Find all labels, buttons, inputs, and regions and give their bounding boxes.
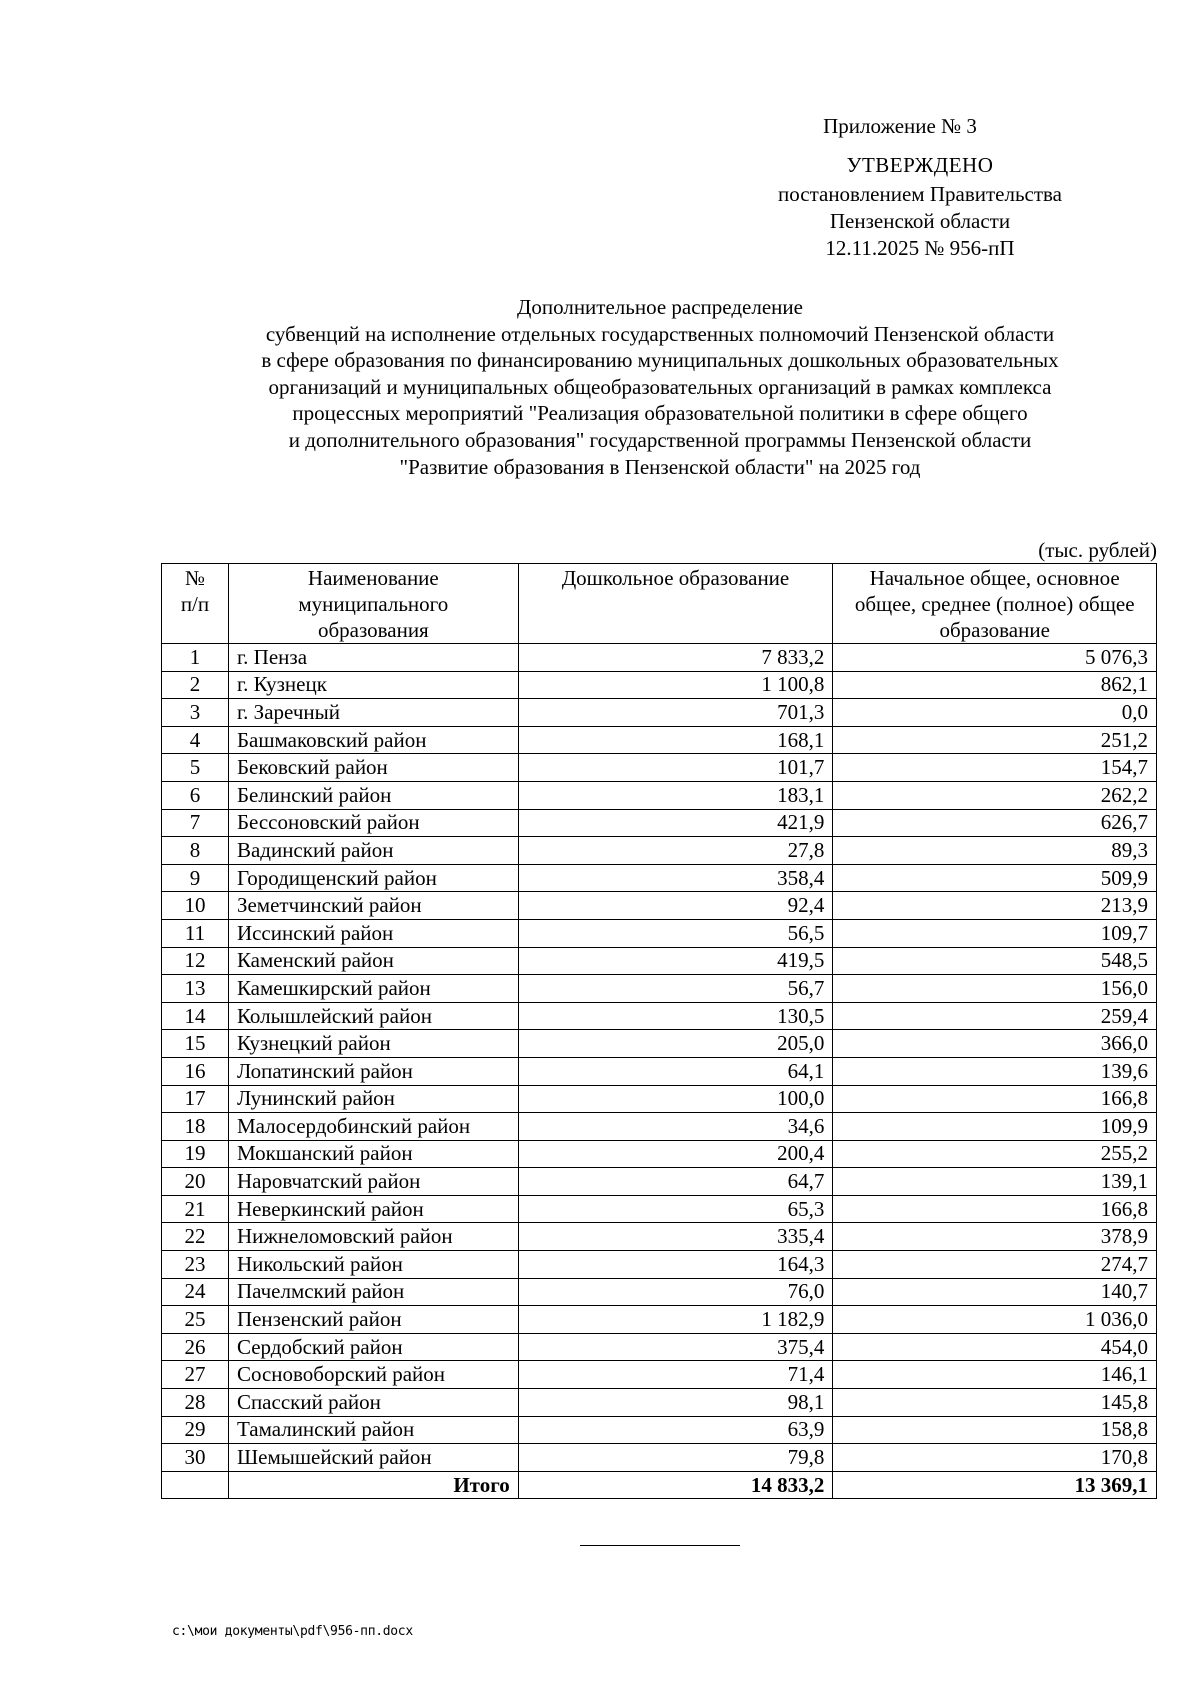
table-row [162, 699, 1157, 727]
row-number: 9 [162, 864, 229, 892]
row-municipality: Сосновоборский район [228, 1361, 518, 1389]
total-preschool: 14 833,2 [518, 1471, 833, 1499]
row-preschool: 375,4 [518, 1333, 833, 1361]
row-general: 1 036,0 [833, 1306, 1157, 1334]
row-general: 170,8 [833, 1444, 1157, 1472]
total-label: Итого [228, 1471, 518, 1499]
row-general: 213,9 [833, 892, 1157, 920]
row-general: 154,7 [833, 754, 1157, 782]
table-row [162, 1057, 1157, 1085]
row-municipality: Малосердобинский район [228, 1113, 518, 1141]
row-municipality: Пачелмский район [228, 1278, 518, 1306]
title-line: "Развитие образования в Пензенской области" на 2025 год [399, 454, 921, 479]
table-row [162, 919, 1157, 947]
table-row [162, 809, 1157, 837]
row-general: 140,7 [833, 1278, 1157, 1306]
table-row [162, 1444, 1157, 1472]
row-number: 26 [162, 1333, 229, 1361]
table-row [162, 1333, 1157, 1361]
row-municipality: Никольский район [228, 1251, 518, 1279]
row-municipality: Бековский район [228, 754, 518, 782]
header-general-line: образование [939, 618, 1050, 642]
table-row [162, 1361, 1157, 1389]
row-number: 2 [162, 671, 229, 699]
header-general-education [833, 564, 1157, 644]
header-general-line: Начальное общее, основное [869, 566, 1120, 590]
distribution-table [161, 563, 1157, 1499]
row-number: 20 [162, 1168, 229, 1196]
row-municipality: Пензенский район [228, 1306, 518, 1334]
row-general: 156,0 [833, 975, 1157, 1003]
footer-file-path: c:\мои документы\pdf\956-пп.docx [172, 1624, 413, 1639]
row-preschool: 79,8 [518, 1444, 833, 1472]
closing-divider [580, 1545, 740, 1546]
row-municipality: Наровчатский район [228, 1168, 518, 1196]
row-number: 27 [162, 1361, 229, 1389]
table-row [162, 1168, 1157, 1196]
row-preschool: 101,7 [518, 754, 833, 782]
approval-line: Пензенской области [829, 209, 1011, 233]
header-preschool: Дошкольное образование [518, 564, 833, 644]
row-municipality: Сердобский район [228, 1333, 518, 1361]
row-municipality: Тамалинский район [228, 1416, 518, 1444]
row-preschool: 64,7 [518, 1168, 833, 1196]
row-general: 378,9 [833, 1223, 1157, 1251]
row-preschool: 65,3 [518, 1195, 833, 1223]
row-municipality: Шемышейский район [228, 1444, 518, 1472]
total-general: 13 369,1 [833, 1471, 1157, 1499]
row-number: 8 [162, 837, 229, 865]
title-line: в сфере образования по финансированию муниципальных дошкольных образовательных [261, 348, 1059, 373]
table-body [162, 644, 1157, 1472]
table-row [162, 1306, 1157, 1334]
row-number: 11 [162, 919, 229, 947]
row-general: 146,1 [833, 1361, 1157, 1389]
row-general: 548,5 [833, 947, 1157, 975]
row-number: 23 [162, 1251, 229, 1279]
table-row [162, 975, 1157, 1003]
row-number: 5 [162, 754, 229, 782]
row-general: 366,0 [833, 1030, 1157, 1058]
table-row [162, 1030, 1157, 1058]
row-number: 4 [162, 726, 229, 754]
table-row [162, 1278, 1157, 1306]
row-preschool: 64,1 [518, 1057, 833, 1085]
row-preschool: 335,4 [518, 1223, 833, 1251]
row-municipality: Спасский район [228, 1389, 518, 1417]
row-preschool: 27,8 [518, 837, 833, 865]
row-preschool: 205,0 [518, 1030, 833, 1058]
row-preschool: 34,6 [518, 1113, 833, 1141]
row-number: 30 [162, 1444, 229, 1472]
row-number: 24 [162, 1278, 229, 1306]
title-line: субвенций на исполнение отдельных государственных полномочий Пензенской области [265, 321, 1055, 346]
row-municipality: Каменский район [228, 947, 518, 975]
header-number-line: № [184, 566, 205, 590]
row-preschool: 98,1 [518, 1389, 833, 1417]
row-municipality: Кузнецкий район [228, 1030, 518, 1058]
row-general: 109,7 [833, 919, 1157, 947]
row-general: 251,2 [833, 726, 1157, 754]
row-municipality: г. Кузнецк [228, 671, 518, 699]
row-number: 6 [162, 781, 229, 809]
row-municipality: Башмаковский район [228, 726, 518, 754]
row-general: 139,1 [833, 1168, 1157, 1196]
row-preschool: 1 182,9 [518, 1306, 833, 1334]
row-number: 15 [162, 1030, 229, 1058]
row-preschool: 76,0 [518, 1278, 833, 1306]
row-municipality: Иссинский район [228, 919, 518, 947]
table-row [162, 1251, 1157, 1279]
header-number-line: п/п [180, 592, 210, 616]
row-preschool: 71,4 [518, 1361, 833, 1389]
row-number: 3 [162, 699, 229, 727]
row-municipality: Лунинский район [228, 1085, 518, 1113]
row-municipality: Вадинский район [228, 837, 518, 865]
row-number: 19 [162, 1140, 229, 1168]
title-line: процессных мероприятий "Реализация образовательной политики в сфере общего [292, 401, 1028, 426]
row-preschool: 1 100,8 [518, 671, 833, 699]
title-line: и дополнительного образования" государственной программы Пензенской области [288, 427, 1032, 452]
row-municipality: Нижнеломовский район [228, 1223, 518, 1251]
appendix-label: Приложение № 3 [823, 114, 977, 138]
row-general: 262,2 [833, 781, 1157, 809]
row-general: 89,3 [833, 837, 1157, 865]
row-number: 16 [162, 1057, 229, 1085]
table-row [162, 1140, 1157, 1168]
row-municipality: Белинский район [228, 781, 518, 809]
header-general-line: общее, среднее (полное) общее [854, 592, 1135, 616]
row-municipality: г. Заречный [228, 699, 518, 727]
row-number: 22 [162, 1223, 229, 1251]
table-row [162, 947, 1157, 975]
table-row [162, 726, 1157, 754]
row-general: 109,9 [833, 1113, 1157, 1141]
title-line: Дополнительное распределение [517, 295, 803, 319]
row-preschool: 421,9 [518, 809, 833, 837]
row-preschool: 419,5 [518, 947, 833, 975]
table-row [162, 781, 1157, 809]
row-number: 29 [162, 1416, 229, 1444]
header-municipality [228, 564, 518, 644]
row-number: 28 [162, 1389, 229, 1417]
row-general: 274,7 [833, 1251, 1157, 1279]
row-municipality: Колышлейский район [228, 1002, 518, 1030]
table-header-row [162, 564, 1157, 644]
row-number: 14 [162, 1002, 229, 1030]
table-row [162, 754, 1157, 782]
table-row [162, 1223, 1157, 1251]
row-municipality: Земетчинский район [228, 892, 518, 920]
row-preschool: 130,5 [518, 1002, 833, 1030]
table-row [162, 1416, 1157, 1444]
row-preschool: 183,1 [518, 781, 833, 809]
row-preschool: 164,3 [518, 1251, 833, 1279]
approval-stamp [700, 152, 1140, 262]
row-general: 259,4 [833, 1002, 1157, 1030]
row-preschool: 56,5 [518, 919, 833, 947]
table-row [162, 892, 1157, 920]
row-preschool: 100,0 [518, 1085, 833, 1113]
table-row [162, 1085, 1157, 1113]
row-number: 13 [162, 975, 229, 1003]
row-municipality: Бессоновский район [228, 809, 518, 837]
table-row [162, 837, 1157, 865]
row-number: 17 [162, 1085, 229, 1113]
row-number: 10 [162, 892, 229, 920]
row-preschool: 168,1 [518, 726, 833, 754]
table-row [162, 864, 1157, 892]
row-number: 1 [162, 644, 229, 672]
table-row [162, 1389, 1157, 1417]
row-general: 509,9 [833, 864, 1157, 892]
row-general: 255,2 [833, 1140, 1157, 1168]
table-row [162, 1195, 1157, 1223]
row-preschool: 56,7 [518, 975, 833, 1003]
row-general: 166,8 [833, 1085, 1157, 1113]
row-number: 12 [162, 947, 229, 975]
row-general: 145,8 [833, 1389, 1157, 1417]
row-preschool: 63,9 [518, 1416, 833, 1444]
table-row [162, 671, 1157, 699]
approval-date-number: 12.11.2025 № 956-пП [825, 236, 1015, 260]
row-number: 25 [162, 1306, 229, 1334]
row-preschool: 7 833,2 [518, 644, 833, 672]
row-general: 862,1 [833, 671, 1157, 699]
approval-line: постановлением Правительства [777, 182, 1062, 206]
table-row [162, 1113, 1157, 1141]
header-municipality-line: муниципального [298, 592, 449, 616]
row-preschool: 92,4 [518, 892, 833, 920]
row-number: 7 [162, 809, 229, 837]
header-municipality-line: образования [317, 618, 429, 642]
row-general: 0,0 [833, 699, 1157, 727]
row-general: 166,8 [833, 1195, 1157, 1223]
header-number [162, 564, 229, 644]
row-general: 454,0 [833, 1333, 1157, 1361]
total-row [162, 1471, 1157, 1499]
row-general: 626,7 [833, 809, 1157, 837]
header-municipality-line: Наименование [307, 566, 439, 590]
row-general: 139,6 [833, 1057, 1157, 1085]
row-general: 158,8 [833, 1416, 1157, 1444]
row-municipality: Мокшанский район [228, 1140, 518, 1168]
row-number: 18 [162, 1113, 229, 1141]
row-municipality: Неверкинский район [228, 1195, 518, 1223]
row-preschool: 200,4 [518, 1140, 833, 1168]
approved-heading: УТВЕРЖДЕНО [846, 153, 994, 177]
table-row [162, 644, 1157, 672]
row-preschool: 358,4 [518, 864, 833, 892]
row-number: 21 [162, 1195, 229, 1223]
title-line: организаций и муниципальных общеобразовательных организаций в рамках комплекса [268, 374, 1052, 399]
units-note: (тыс. рублей) [1038, 538, 1157, 562]
row-general: 5 076,3 [833, 644, 1157, 672]
row-preschool: 701,3 [518, 699, 833, 727]
total-empty-cell [162, 1471, 229, 1499]
row-municipality: Камешкирский район [228, 975, 518, 1003]
row-municipality: Лопатинский район [228, 1057, 518, 1085]
document-title [140, 294, 1180, 480]
row-municipality: г. Пенза [228, 644, 518, 672]
table-row [162, 1002, 1157, 1030]
row-municipality: Городищенский район [228, 864, 518, 892]
